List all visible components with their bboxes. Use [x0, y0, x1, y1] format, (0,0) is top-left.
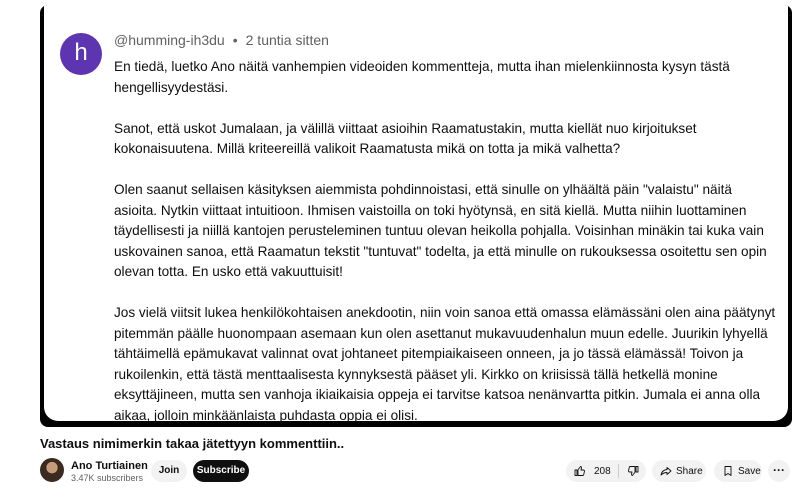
- subscribe-button[interactable]: Subscribe: [193, 460, 249, 482]
- comment-paragraph: Jos vielä viitsit lukea henkilökohtaisen anekdootin, niin voin sanoa että omassa elämässäni olen aina päätynyt pitemmän päälle huonompaan asemaan kun olen asettanut mukavuudenhalun muun edelle. Juurikin lyhyellä tähtäimellä epämukavat valinnat ovat johtaneet pitempiaikaiseen onneen, ja jo tässä elämässä! Toivon ja rukoilenkin, että tästä menttaalisesta kynnyksestä pääset yli. Kirkko on kriisissä tällä hetkellä monine eksyttäjineen, mutta sen vanhoja ikiaikaisia oppeja ei tarvitse katsoa nenänvartta pitkin. Jumala ei anna olla aikaa, jolloin minkäänlaista puhdasta oppia ei olisi.: [114, 305, 776, 423]
- comment-header: [114, 32, 329, 48]
- comment-paragraph: Olen saanut sellaisen käsityksen aiemmista pohdinnoistasi, että sinulle on ylhäältä päin "valaistu" näitä asioita. Nytkin viittaat intuitioon. Ihmisen vaistoilla on toki hyötynsä, en sitä kiellä. Mutta niihin luottaminen täydellisesti ja niillä kantojen perusteleminen tuntuu olevan heikolla pohjalla. Voisinhan minäkin tai kuka vain uskovainen sanoa, että Raamatun tekstit "tuntuvat" todelta, ja että minulle on rukouksessa osoitettu sen opin olevan totta. En usko että vakuuttuisit!: [114, 182, 767, 279]
- join-button[interactable]: Join: [151, 460, 187, 482]
- bookmark-icon: [722, 465, 734, 477]
- video-title: Vastaus nimimerkin takaa jätettyyn kommenttiin..: [40, 436, 345, 451]
- comment-separator: •: [232, 32, 238, 48]
- commenter-avatar: h: [60, 33, 102, 75]
- share-label: Share: [676, 465, 703, 477]
- channel-name[interactable]: Ano Turtiainen: [71, 460, 148, 472]
- like-count: 208: [594, 465, 611, 477]
- thumb-up-icon: [574, 465, 586, 477]
- channel-row: [40, 458, 792, 486]
- save-button[interactable]: [714, 460, 762, 482]
- save-label: Save: [738, 465, 761, 477]
- comment-time: 2 tuntia sitten: [245, 32, 329, 48]
- subscriber-count: 3.47K subscribers: [71, 473, 144, 483]
- comment-author: @humming-ih3du: [114, 32, 225, 48]
- dislike-button[interactable]: [619, 460, 646, 482]
- video-player[interactable]: [40, 5, 792, 427]
- like-dislike-group: [566, 460, 646, 482]
- more-actions-button[interactable]: ···: [768, 460, 790, 482]
- like-button[interactable]: [566, 460, 618, 482]
- comment-paragraph: En tiedä, luetko Ano näitä vanhempien videoiden kommentteja, mutta ihan mielenkiinnosta kysyn tästä hengellisyydestäsi.: [114, 59, 730, 95]
- share-button[interactable]: [652, 460, 706, 482]
- channel-avatar[interactable]: [40, 458, 64, 482]
- thumb-down-icon: [627, 465, 639, 477]
- comment-paragraph: Sanot, että uskot Jumalaan, ja välillä viittaat asioihin Raamatustakin, mutta kiellät nuo kirjoitukset kokonaisuutena. Millä kriteereillä valikoit Raamatusta mikä on totta ja mikä valhetta?: [114, 120, 697, 156]
- comment-text: [114, 57, 778, 427]
- share-arrow-icon: [660, 465, 672, 477]
- comment-card: [44, 5, 788, 421]
